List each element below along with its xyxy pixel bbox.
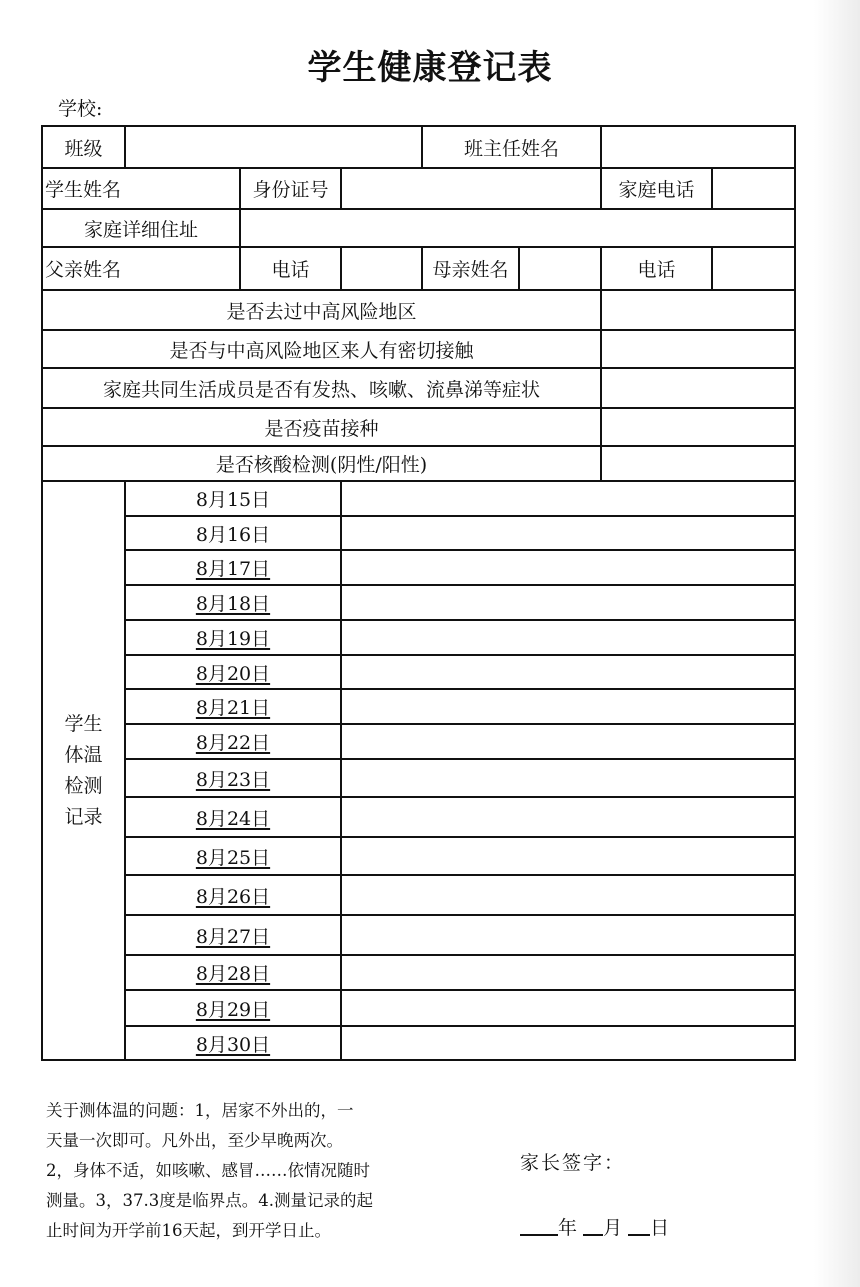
question-row (42, 368, 795, 408)
temperature-input[interactable] (341, 955, 795, 990)
temperature-input[interactable] (341, 655, 795, 689)
year-label: 年 (558, 1217, 578, 1239)
temperature-input[interactable] (341, 759, 795, 797)
date-cell (125, 724, 341, 759)
question-answer[interactable] (601, 446, 795, 481)
date-label: 8月27日 (195, 925, 271, 948)
temperature-input[interactable] (341, 585, 795, 620)
class-input[interactable] (125, 126, 422, 168)
notes-line: 2，身体不适，如咳嗽、感冒……依情况随时 (46, 1161, 370, 1180)
date-label: 8月29日 (195, 998, 271, 1021)
mother-phone-input[interactable] (712, 247, 795, 290)
temperature-input[interactable] (341, 550, 795, 585)
question-row (42, 290, 795, 330)
date-cell (125, 516, 341, 550)
month-blank[interactable] (583, 1216, 603, 1236)
mother-phone-label: 电话 (601, 247, 712, 290)
temperature-row (42, 990, 795, 1026)
school-label: 学校: (58, 98, 103, 120)
question-label: 是否核酸检测(阴性/阳性) (42, 446, 601, 481)
temperature-row (42, 875, 795, 915)
question-answer[interactable] (601, 368, 795, 408)
parent-signature-label: 家长签字： (520, 1152, 626, 1174)
temperature-row (42, 1026, 795, 1060)
question-label: 是否与中高风险地区来人有密切接触 (42, 330, 601, 368)
temperature-input[interactable] (341, 797, 795, 837)
temperature-row (42, 585, 795, 620)
temperature-row (42, 759, 795, 797)
address-input[interactable] (240, 209, 795, 247)
temperature-row (42, 620, 795, 655)
date-label: 8月19日 (195, 628, 271, 650)
temperature-input[interactable] (341, 516, 795, 550)
date-label: 8月25日 (195, 846, 271, 869)
mother-name-input[interactable] (519, 247, 601, 290)
date-label: 8月23日 (195, 768, 271, 791)
class-label: 班级 (42, 126, 125, 168)
head-teacher-input[interactable] (601, 126, 795, 168)
mother-name-label: 母亲姓名 (422, 247, 519, 290)
page-title: 学生健康登记表 (307, 48, 553, 88)
notes-line: 关于测体温的问题：1，居家不外出的，一 (46, 1101, 354, 1120)
row-class (42, 126, 795, 168)
temperature-row (42, 797, 795, 837)
id-number-label: 身份证号 (240, 168, 341, 209)
temperature-input[interactable] (341, 915, 795, 955)
temperature-notes (46, 1096, 426, 1246)
date-cell (125, 1026, 341, 1060)
temperature-row (42, 689, 795, 724)
date-label: 8月20日 (195, 662, 271, 685)
notes-line: 测量。3，37.3度是临界点。4.测量记录的起 (46, 1191, 373, 1210)
date-label: 8月17日 (195, 558, 271, 580)
temperature-row (42, 955, 795, 990)
date-cell (125, 915, 341, 955)
date-cell (125, 797, 341, 837)
temperature-row (42, 481, 795, 516)
temperature-input[interactable] (341, 620, 795, 655)
date-cell (125, 481, 341, 516)
temperature-row (42, 837, 795, 875)
address-label: 家庭详细住址 (42, 209, 240, 247)
date-cell (125, 955, 341, 990)
date-label: 8月18日 (195, 593, 271, 615)
question-row (42, 330, 795, 368)
question-answer[interactable] (601, 330, 795, 368)
question-answer[interactable] (601, 290, 795, 330)
signature-date (520, 1213, 669, 1240)
day-blank[interactable] (628, 1216, 650, 1236)
question-label: 是否疫苗接种 (42, 408, 601, 446)
page-edge-shadow (814, 0, 860, 1287)
father-phone-label: 电话 (240, 247, 341, 290)
date-label: 8月16日 (195, 523, 271, 546)
question-label: 是否去过中高风险地区 (42, 290, 601, 330)
father-phone-input[interactable] (341, 247, 422, 290)
month-label: 月 (603, 1217, 623, 1239)
row-parents (42, 247, 795, 290)
temperature-input[interactable] (341, 990, 795, 1026)
home-phone-input[interactable] (712, 168, 795, 209)
temperature-row (42, 655, 795, 689)
date-cell (125, 620, 341, 655)
day-label: 日 (650, 1217, 670, 1239)
temperature-row (42, 550, 795, 585)
question-row (42, 446, 795, 481)
question-answer[interactable] (601, 408, 795, 446)
temperature-record-label: 学生 体温 检测 记录 (42, 481, 125, 1060)
notes-line: 天量一次即可。凡外出，至少早晚两次。 (46, 1131, 343, 1150)
temperature-input[interactable] (341, 724, 795, 759)
date-label: 8月26日 (195, 885, 271, 908)
date-cell (125, 990, 341, 1026)
student-name-label: 学生姓名 (42, 168, 240, 209)
row-student (42, 168, 795, 209)
date-cell (125, 585, 341, 620)
date-label: 8月28日 (195, 963, 271, 985)
father-name-label: 父亲姓名 (42, 247, 240, 290)
date-label: 8月22日 (195, 732, 271, 754)
temperature-input[interactable] (341, 689, 795, 724)
home-phone-label: 家庭电话 (601, 168, 712, 209)
date-cell (125, 689, 341, 724)
question-label: 家庭共同生活成员是否有发热、咳嗽、流鼻涕等症状 (42, 368, 601, 408)
head-teacher-label: 班主任姓名 (422, 126, 601, 168)
date-cell (125, 837, 341, 875)
notes-line: 止时间为开学前16天起，到开学日止。 (46, 1221, 331, 1240)
temperature-input[interactable] (341, 1026, 795, 1060)
temperature-row (42, 516, 795, 550)
temperature-input[interactable] (341, 481, 795, 516)
date-cell (125, 875, 341, 915)
date-cell (125, 655, 341, 689)
date-cell (125, 550, 341, 585)
temperature-row (42, 724, 795, 759)
temperature-row (42, 915, 795, 955)
health-registration-table (41, 125, 796, 1061)
date-label: 8月30日 (195, 1033, 271, 1056)
date-label: 8月21日 (195, 697, 271, 719)
temperature-input[interactable] (341, 837, 795, 875)
year-blank[interactable] (520, 1216, 558, 1236)
row-address (42, 209, 795, 247)
id-number-input[interactable] (341, 168, 601, 209)
temperature-input[interactable] (341, 875, 795, 915)
date-cell (125, 759, 341, 797)
date-label: 8月15日 (195, 489, 271, 511)
date-label: 8月24日 (195, 807, 271, 830)
question-row (42, 408, 795, 446)
